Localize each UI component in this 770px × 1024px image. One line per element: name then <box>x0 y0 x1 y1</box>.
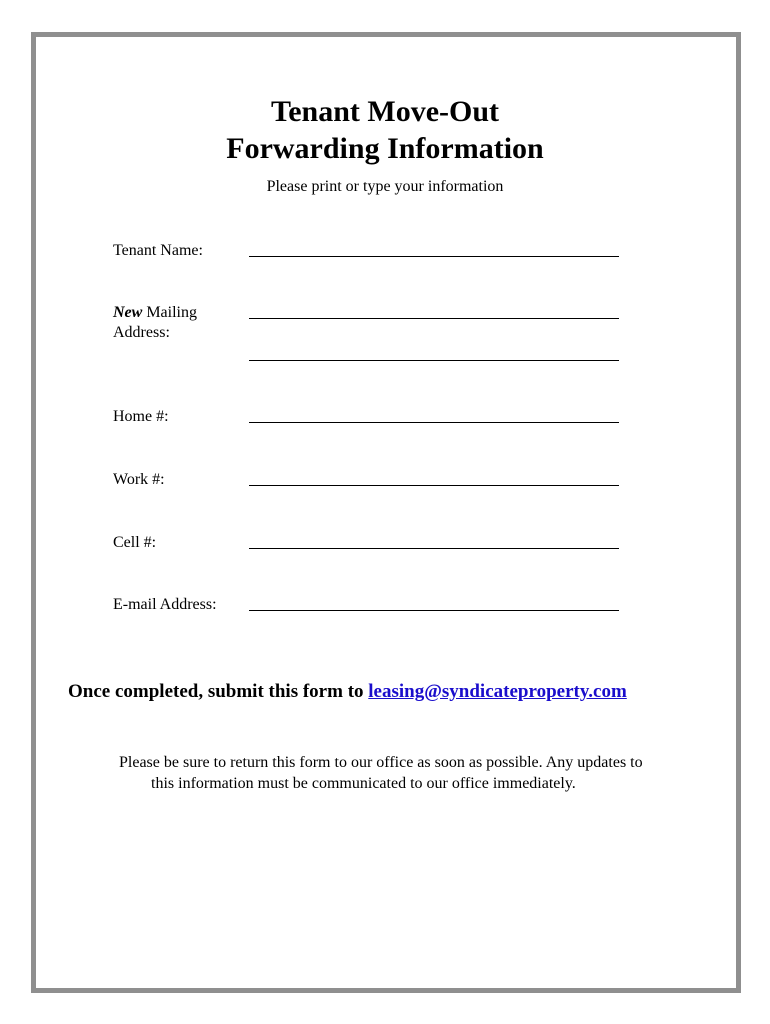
form-title-line1: Tenant Move-Out <box>270 95 500 128</box>
email-address-field[interactable] <box>249 610 619 611</box>
mailing-label-text: Mailing <box>142 304 197 321</box>
tenant-name-field[interactable] <box>249 256 619 257</box>
address-label: Address: <box>113 324 170 341</box>
mailing-address-label <box>113 303 197 323</box>
work-phone-field[interactable] <box>249 485 619 486</box>
submit-text: Once completed, submit this form to <box>68 681 369 702</box>
mailing-address-field-line2[interactable] <box>249 360 619 361</box>
email-address-label: E-mail Address: <box>113 596 217 613</box>
home-phone-field[interactable] <box>249 422 619 423</box>
cell-phone-field[interactable] <box>249 548 619 549</box>
submit-instruction <box>68 680 627 704</box>
return-notice <box>119 752 719 794</box>
cell-phone-label: Cell #: <box>113 534 157 551</box>
form-subtitle: Please print or type your information <box>266 178 504 195</box>
leasing-email-link[interactable]: leasing@syndicateproperty.com <box>368 681 627 702</box>
work-phone-label: Work #: <box>113 471 165 488</box>
mailing-address-field-line1[interactable] <box>249 318 619 319</box>
tenant-name-label: Tenant Name: <box>113 242 203 259</box>
form-title-line2: Forwarding Information <box>226 132 544 165</box>
notice-line2: this information must be communicated to our office immediately. <box>151 775 576 792</box>
notice-line1: Please be sure to return this form to our office as soon as possible. Any updates to <box>119 754 643 771</box>
home-phone-label: Home #: <box>113 408 169 425</box>
new-emphasis: New <box>113 304 143 321</box>
